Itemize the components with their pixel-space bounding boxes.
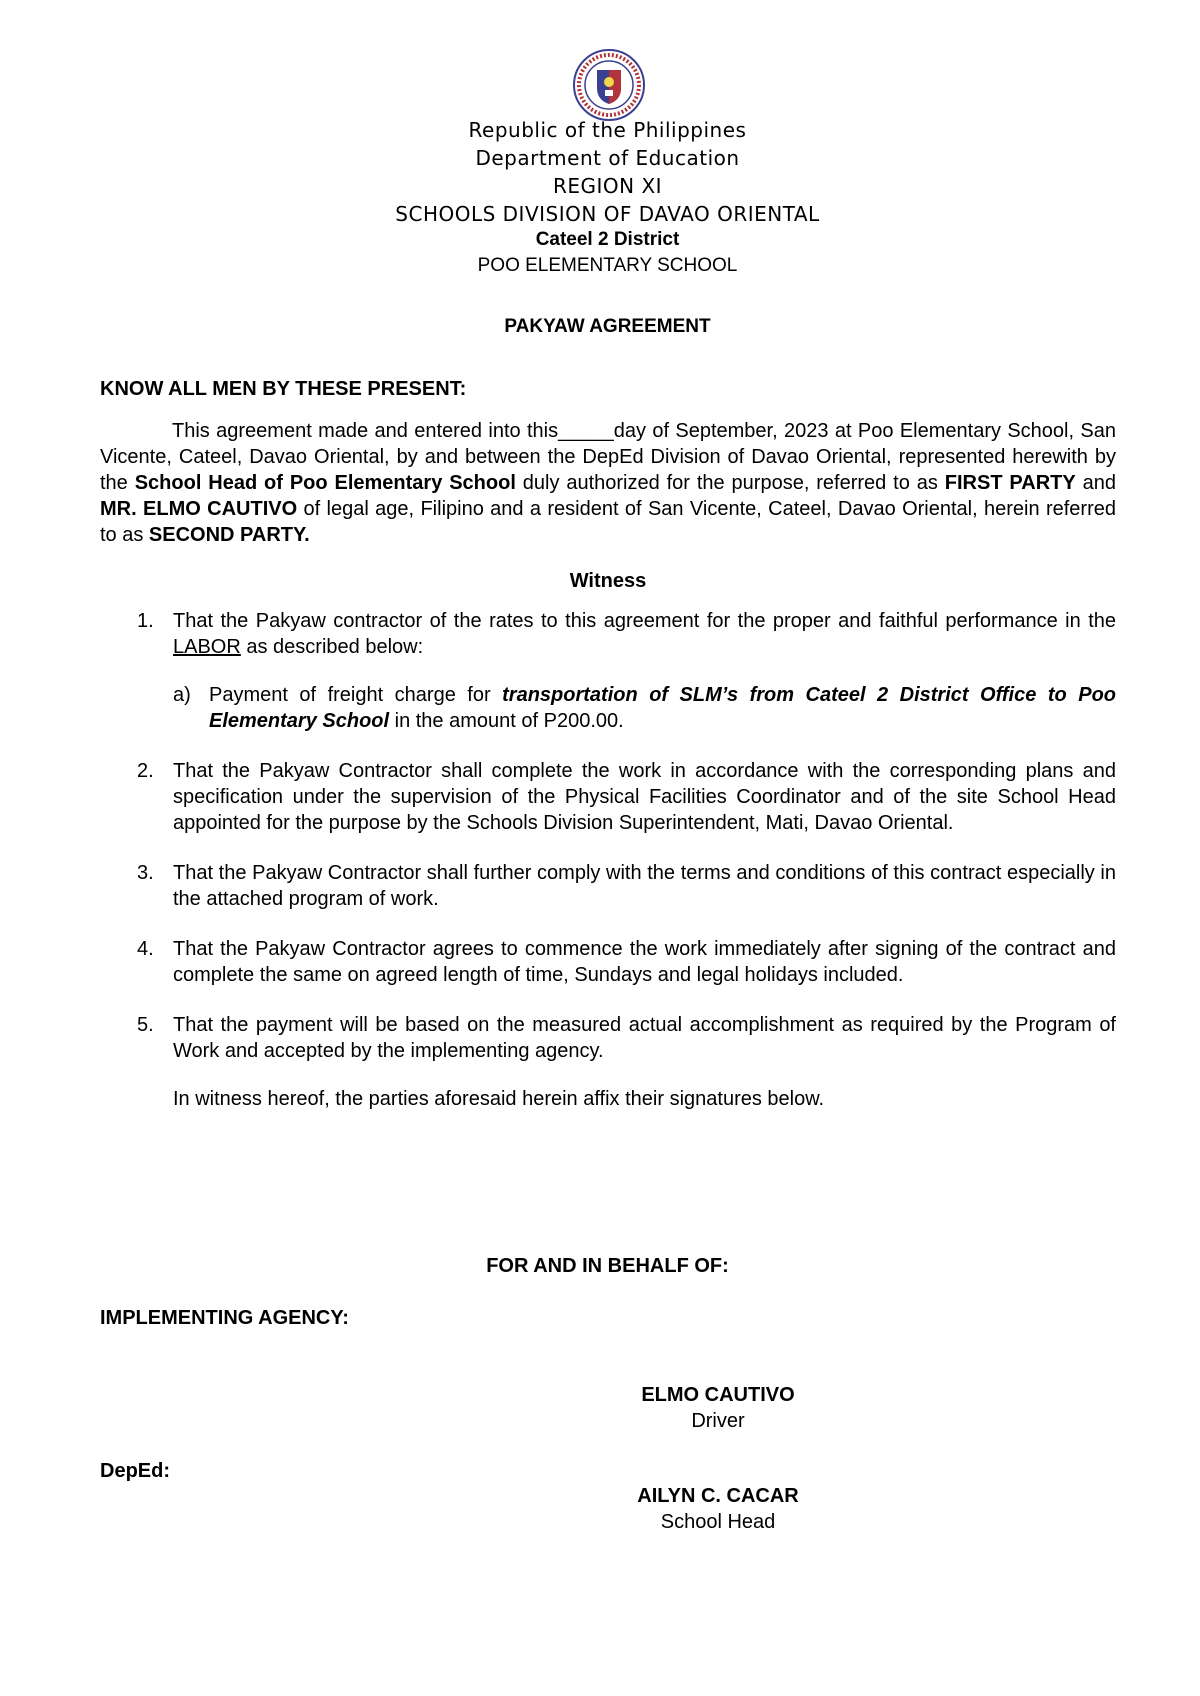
- sub-item: [173, 682, 1116, 734]
- list-item: [100, 936, 1116, 988]
- intro-text-1: This agreement made and entered into this_____day of September, 2023 at Poo Elementary School, San Vicente, Cateel, Davao Oriental, by and between the DepEd Division of Davao Oriental, represented herewith by the: [100, 420, 1116, 494]
- list-item: [100, 758, 1116, 836]
- deped-seal-icon: [572, 48, 646, 122]
- signatory-contractor: [560, 1382, 876, 1434]
- list-item: [100, 1012, 1116, 1064]
- list-number: 2.: [137, 760, 154, 782]
- sub-bold-italic: transportation of SLM’s from Cateel 2 District Office to Poo Elementary School: [209, 684, 1116, 732]
- intro-paragraph: [100, 418, 1116, 548]
- deped-label: DepEd:: [100, 1460, 170, 1482]
- list-item-text: That the Pakyaw Contractor shall further comply with the terms and conditions of this contract especially in the attached program of work.: [173, 862, 1116, 910]
- signatory-role: Driver: [691, 1410, 745, 1432]
- intro-bold-school-head: School Head of Poo Elementary School: [134, 472, 516, 494]
- header-department: Department of Education: [475, 146, 740, 170]
- header-school: POO ELEMENTARY SCHOOL: [477, 255, 738, 276]
- list-item-text: [173, 608, 1116, 660]
- item1-text-1: That the Pakyaw contractor of the rates to this agreement for the proper and faithful performance in the: [173, 610, 1116, 632]
- intro-bold-second-party: SECOND PARTY.: [148, 524, 310, 546]
- signatory-role: School Head: [660, 1511, 776, 1533]
- list-item: [100, 608, 1116, 734]
- header-district: Cateel 2 District: [535, 229, 680, 250]
- letterhead: [0, 116, 1200, 280]
- intro-bold-first-party: FIRST PARTY: [944, 472, 1076, 494]
- sub-text-1: Payment of freight charge for: [209, 684, 503, 706]
- header-republic: Republic of the Philippines: [468, 118, 747, 142]
- document-title: PAKYAW AGREEMENT: [504, 316, 711, 337]
- signatory-name: ELMO CAUTIVO: [641, 1384, 795, 1406]
- agreement-body: [100, 376, 1116, 1112]
- list-number: 1.: [137, 610, 154, 632]
- list-item-text: That the Pakyaw Contractor agrees to commence the work immediately after signing of the contract and complete the same on agreed length of time, Sundays and legal holidays included.: [173, 938, 1116, 986]
- sub-item-label: a): [173, 684, 191, 706]
- closing-statement: In witness hereof, the parties aforesaid herein affix their signatures below.: [173, 1088, 825, 1110]
- intro-text-3: and: [1075, 472, 1116, 494]
- intro-text-2: duly authorized for the purpose, referred to as: [515, 472, 945, 494]
- intro-bold-contractor: MR. ELMO CAUTIVO: [100, 498, 298, 520]
- implementing-agency-label: IMPLEMENTING AGENCY:: [100, 1307, 349, 1329]
- item1-text-2: as described below:: [240, 636, 424, 658]
- sub-item-text: [209, 682, 1116, 734]
- header-division: SCHOOLS DIVISION OF DAVAO ORIENTAL: [395, 202, 820, 226]
- sub-text-2: in the amount of P200.00.: [389, 710, 624, 732]
- signatory-school-head: [560, 1483, 876, 1535]
- list-number: 5.: [137, 1014, 154, 1036]
- know-all-heading: KNOW ALL MEN BY THESE PRESENT:: [100, 378, 467, 400]
- list-number: 4.: [137, 938, 154, 960]
- witness-heading: Witness: [569, 570, 647, 592]
- behalf-heading: FOR AND IN BEHALF OF:: [486, 1255, 729, 1277]
- header-region: REGION XI: [552, 174, 663, 198]
- signatory-name: AILYN C. CACAR: [637, 1485, 799, 1507]
- intro-text-4: of legal age, Filipino and a resident of San Vicente, Cateel, Davao Oriental, herein referred to as: [100, 498, 1116, 546]
- item1-underlined-labor: LABOR: [173, 636, 241, 658]
- list-number: 3.: [137, 862, 154, 884]
- list-item: [100, 860, 1116, 912]
- list-item-text: That the Pakyaw Contractor shall complete the work in accordance with the corresponding plans and specification under the supervision of the Physical Facilities Coordinator and of the site School Head appointed for the purpose by the Schools Division Superintendent, Mati, Davao Oriental.: [173, 760, 1116, 834]
- list-item-text: That the payment will be based on the measured actual accomplishment as required by the Program of Work and accepted by the implementing agency.: [173, 1014, 1116, 1062]
